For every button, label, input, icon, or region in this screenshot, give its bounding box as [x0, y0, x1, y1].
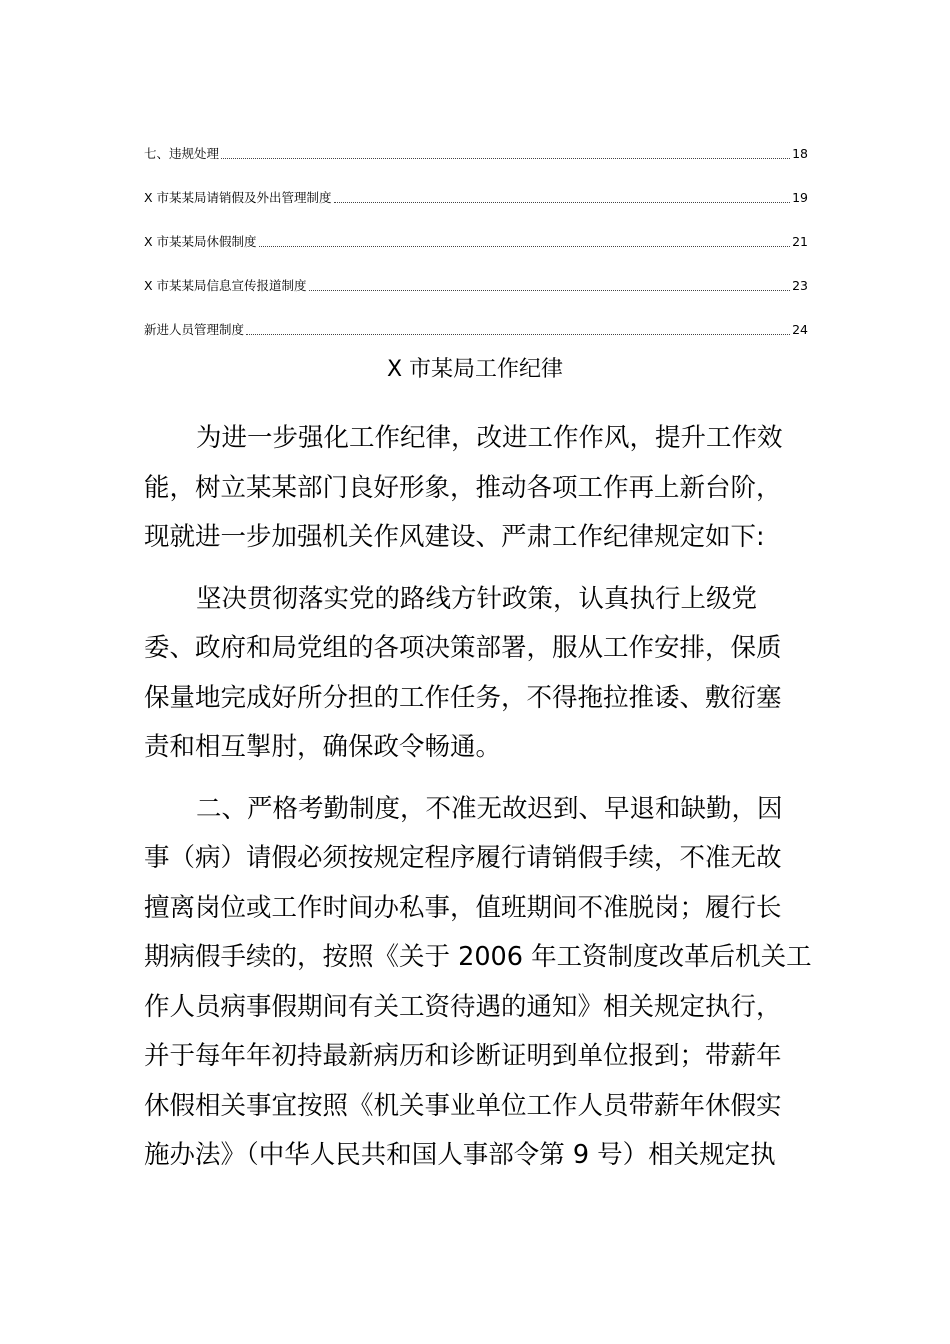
- text-line: 为进一步强化工作纪律，改进工作作风，提升工作效: [196, 423, 783, 453]
- toc-leader-dots: [334, 201, 791, 203]
- toc-entry-page: 24: [792, 322, 808, 337]
- toc-entry-page: 18: [792, 146, 808, 161]
- text-line: 期病假手续的，按照《关于 2006 年工资制度改革后机关工: [144, 942, 812, 972]
- toc-entry-label: 七、违规处理: [144, 146, 220, 161]
- text-line: 事（病）请假必须按规定程序履行请销假手续，不准无故: [144, 843, 782, 873]
- text-line: 擅离岗位或工作时间办私事，值班期间不准脱岗；履行长: [144, 892, 782, 923]
- toc-leader-dots: [309, 289, 791, 291]
- body-paragraph: [144, 414, 808, 563]
- text-line: 并于每年年初持最新病历和诊断证明到单位报到；带薪年: [144, 1041, 782, 1071]
- toc-entry[interactable]: [144, 300, 808, 344]
- text-line: 委、政府和局党组的各项决策部署，服从工作安排，保质: [144, 633, 782, 663]
- toc-entry-label: X 市某某局信息宣传报道制度: [144, 278, 307, 293]
- toc-entry[interactable]: [144, 124, 808, 168]
- toc-leader-dots: [221, 157, 790, 159]
- toc-entry-label: 新进人员管理制度: [144, 322, 245, 337]
- text-line: 现就进一步加强机关作风建设、严肃工作纪律规定如下:: [144, 522, 765, 552]
- document-title: X 市某局工作纪律: [386, 357, 564, 382]
- document-body: [144, 414, 812, 1193]
- text-line: 休假相关事宜按照《机关事业单位工作人员带薪年休假实: [144, 1090, 782, 1121]
- table-of-contents: [144, 124, 808, 344]
- text-line: 责和相互掣肘，确保政令畅通。: [144, 732, 502, 762]
- text-line: 作人员病事假期间有关工资待遇的通知》相关规定执行，: [144, 991, 782, 1022]
- toc-entry[interactable]: [144, 212, 808, 256]
- toc-leader-dots: [246, 333, 790, 335]
- toc-entry[interactable]: [144, 256, 808, 300]
- body-paragraph: [144, 575, 808, 773]
- text-line: 坚决贯彻落实党的路线方针政策，认真执行上级党: [196, 583, 758, 614]
- toc-entry-page: 21: [792, 234, 808, 249]
- toc-entry-label: X 市某某局休假制度: [144, 234, 257, 249]
- text-line: 能，树立某某部门良好形象，推动各项工作再上新台阶，: [144, 472, 782, 503]
- toc-entry-page: 23: [792, 278, 808, 293]
- text-line: 二、严格考勤制度，不准无故迟到、早退和缺勤，因: [196, 793, 783, 824]
- toc-entry-label: X 市某某局请销假及外出管理制度: [144, 190, 332, 205]
- toc-entry[interactable]: [144, 168, 808, 212]
- body-paragraph: [144, 785, 812, 1181]
- toc-leader-dots: [259, 245, 791, 247]
- text-line: 施办法》（中华人民共和国人事部令第 9 号）相关规定执: [144, 1140, 776, 1170]
- toc-entry-page: 19: [792, 190, 808, 205]
- text-line: 保量地完成好所分担的工作任务，不得拖拉推诿、敷衍塞: [144, 682, 782, 713]
